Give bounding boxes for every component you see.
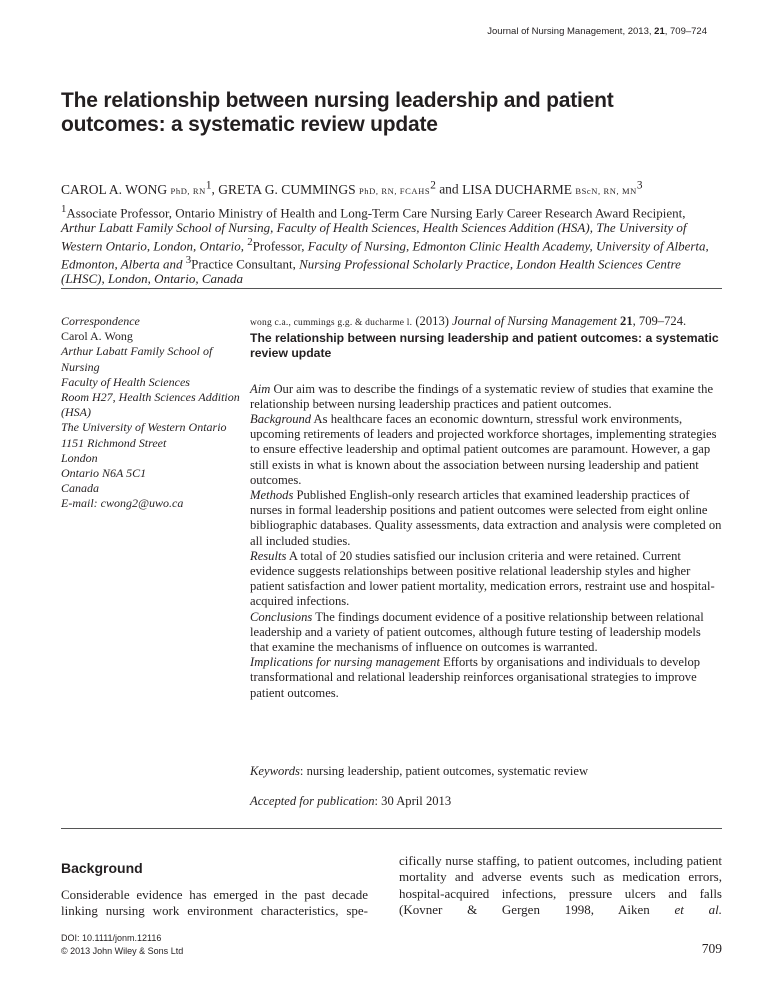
affiliations: $^1$Associate Professor, Ontario Ministry of Health and Long-Term Care Nursing Early Career Research Award Recipient, Arthur Labatt Family School of Nursing, Faculty of Health Sciences, Health Sciences Addition (HSA), The University of Western Ontario, London, Ontario, $^2$Professor, Faculty of Nursing, Edmonton Clinic Health Academy, University of Alberta, Edmonton, Alberta and $^3$Practice Consultant, Nursing Professional Scholarly Practice, London Health Sciences Centre (LHSC), London, Ontario, Canada — [61, 203, 709, 286]
divider — [61, 288, 722, 289]
abstract-section: Aim Our aim was to describe the findings of a systematic review of studies that examine the relationship between nursing leadership practices and patient outcomes. — [250, 381, 714, 411]
page-number: 709 — [701, 941, 722, 956]
pages: , 709–724 — [664, 26, 707, 37]
journal-name: Journal of Nursing Management, 2013, — [487, 26, 652, 37]
section-heading: Background — [61, 860, 143, 876]
copyright: © 2013 John Wiley & Sons Ltd — [61, 946, 184, 956]
abstract-section: Conclusions The findings document evidence of a positive relationship between relational leadership and a variety of patient outcomes, although future testing of leadership models that examine the mechanisms of influence on outcomes is warranted. — [250, 609, 704, 655]
author-list: CAROL A. WONG PhD, $RN^1$, GRETA G. CUMMINGS PhD, RN, FCAHS$^2$ and LISA DUCHARME BScN, RN, $MN^3$ — [61, 179, 643, 197]
body-text-right: cifically nurse staffing, to patient outcomes, including patient mortality and adverse events such as medication errors, hospital-acquired infections, pressure ulcers and falls (Kovner & Gergen 1998, Aiken et al. — [399, 853, 722, 917]
divider — [61, 828, 722, 829]
email-link[interactable]: E-mail: cwong2@uwo.ca — [61, 496, 184, 511]
article-title: The relationship between nursing leadership and patient outcomes: a systematic review update — [61, 89, 614, 136]
body-text-left: Considerable evidence has emerged in the past decade linking nursing work environment characteristics, spe- — [61, 887, 368, 919]
abstract-section: Results A total of 20 studies satisfied our inclusion criteria and were retained. Current evidence suggests relationships between positive relational leadership styles and higher patient satisfaction and lower patient mortality, medication errors, restraint use and hospital-acquired infections. — [250, 548, 715, 609]
doi[interactable]: DOI: 10.1111/jonm.12116 — [61, 933, 162, 943]
keywords: Keywords: nursing leadership, patient outcomes, systematic review — [250, 764, 589, 778]
author: CAROL A. WONG PhD, $RN^1$ — [61, 179, 212, 197]
abstract-section: Implications for nursing management Efforts by organisations and individuals to develop transformational and relational leadership reinforces organisational strategies to improve patient outcomes. — [250, 655, 701, 700]
author: GRETA G. CUMMINGS PhD, RN, FCAHS$^2$ — [218, 179, 436, 197]
abstract-section: Background As healthcare faces an economic downturn, stressful work environments, upcoming retirements of leaders and projected workforce shortages, implementing strategies to ensure effective leadership and optimal patient outcomes are paramount. However, a gap still exists in what is known about the association between nursing leadership and patient outcomes. — [250, 412, 717, 487]
author: LISA DUCHARME BScN, RN, $MN^3$ — [462, 179, 643, 197]
footer-doi — [61, 932, 183, 958]
volume: 21 — [654, 26, 665, 37]
citation-title: The relationship between nursing leadership and patient outcomes: a systematic review update — [250, 331, 719, 361]
accepted-date: Accepted for publication: 30 April 2013 — [250, 794, 452, 808]
correspondent-name: Carol A. Wong — [61, 329, 133, 344]
correspondence-heading: Correspondence — [61, 314, 140, 328]
correspondence-block: Correspondence Carol A. Wong Arthur Labatt Family School of Nursing Faculty of Health Sciences Room H27, Health Sciences Addition (HSA) The University of Western Ontario 1151 Richmond Street London Ontario N6A 5C1 Canada E-mail: cwong2@uwo.ca — [61, 314, 240, 511]
abstract-section: Methods Published English-only research articles that examined leadership practices of nurses in formal leadership positions and patient outcomes were selected from eight online bibliographic databases. Quality assessments, data extraction and analysis were completed on all included studies. — [250, 488, 722, 548]
citation: wong c.a., cummings g.g. & ducharme l. (2013) Journal of Nursing Management 21, 709–724. — [250, 314, 687, 328]
abstract — [250, 314, 722, 701]
running-header — [487, 26, 707, 37]
